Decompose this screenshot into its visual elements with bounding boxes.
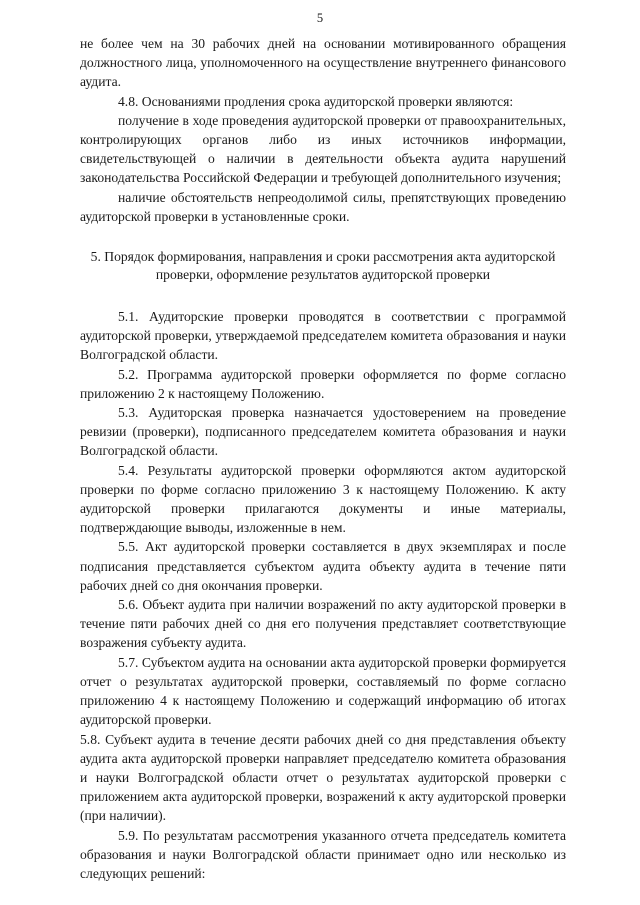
spacer — [80, 283, 566, 307]
document-body — [80, 34, 566, 883]
paragraph-4-8-item-1: получение в ходе проведения аудиторской проверки от правоохранительных, контролирующих органов либо из иных источников информации, свидетельствующей о наличии в деятельности объекта аудита нарушений законодательства Российской Федерации и требующей дополнительного изучения; — [80, 112, 566, 186]
paragraph-5-4: 5.4. Результаты аудиторской проверки оформляются актом аудиторской проверки по форме согласно приложению 3 к настоящему Положению. К акту аудиторской проверки прилагаются документы и иные материалы, подтверждающие выводы, изложенные в нем. — [80, 462, 566, 536]
paragraph-5-7: 5.7. Субъектом аудита на основании акта аудиторской проверки формируется отчет о результатах аудиторской проверки, составляемый по форме согласно приложению 4 к настоящему Положению и содержащий информацию об итогах аудиторской проверки. — [80, 654, 566, 728]
paragraph-5-9: 5.9. По результатам рассмотрения указанного отчета председатель комитета образования и науки Волгоградской области принимает одно или несколько из следующих решений: — [80, 827, 566, 881]
paragraph-5-5: 5.5. Акт аудиторской проверки составляется в двух экземплярах и после подписания представляется субъектом аудита объекту аудита в течение пяти рабочих дней со дня окончания проверки. — [80, 539, 566, 593]
paragraph-5-8: 5.8. Субъект аудита в течение десяти рабочих дней со дня представления объекту аудита акта аудиторской проверки направляет председателю комитета образования и науки Волгоградской области отчет о результатах аудиторской проверки с приложением акта аудиторской проверки, возражений к акту аудиторской проверки (при наличии). — [80, 731, 566, 824]
paragraph-4-8: 4.8. Основаниями продления срока аудиторской проверки являются: — [118, 93, 514, 109]
paragraph-5-1: 5.1. Аудиторские проверки проводятся в соответствии с программой аудиторской проверки, утверждаемой председателем комитета образования и науки Волгоградской области. — [80, 309, 566, 363]
paragraph-4-8-item-2: наличие обстоятельств непреодолимой силы, препятствующих проведению аудиторской проверки в установленные сроки. — [80, 189, 566, 224]
paragraph-5-6: 5.6. Объект аудита при наличии возражений по акту аудиторской проверки в течение пяти рабочих дней со дня его получения представляет соответствующие возражения субъекту аудита. — [80, 597, 566, 651]
paragraph-5-3: 5.3. Аудиторская проверка назначается удостоверением на проведение ревизии (проверки), подписанного председателем комитета образования и науки Волгоградской области. — [80, 405, 566, 459]
section-5-heading: 5. Порядок формирования, направления и сроки рассмотрения акта аудиторской проверки, оформление результатов аудиторской проверки — [90, 249, 556, 282]
page-number: 5 — [316, 11, 324, 25]
paragraph-continuation: не более чем на 30 рабочих дней на основании мотивированного обращения должностного лица, уполномоченного на осуществление внутреннего финансового аудита. — [80, 36, 566, 90]
paragraph-5-2: 5.2. Программа аудиторской проверки оформляется по форме согласно приложению 2 к настоящему Положению. — [80, 366, 566, 401]
spacer — [80, 226, 566, 248]
